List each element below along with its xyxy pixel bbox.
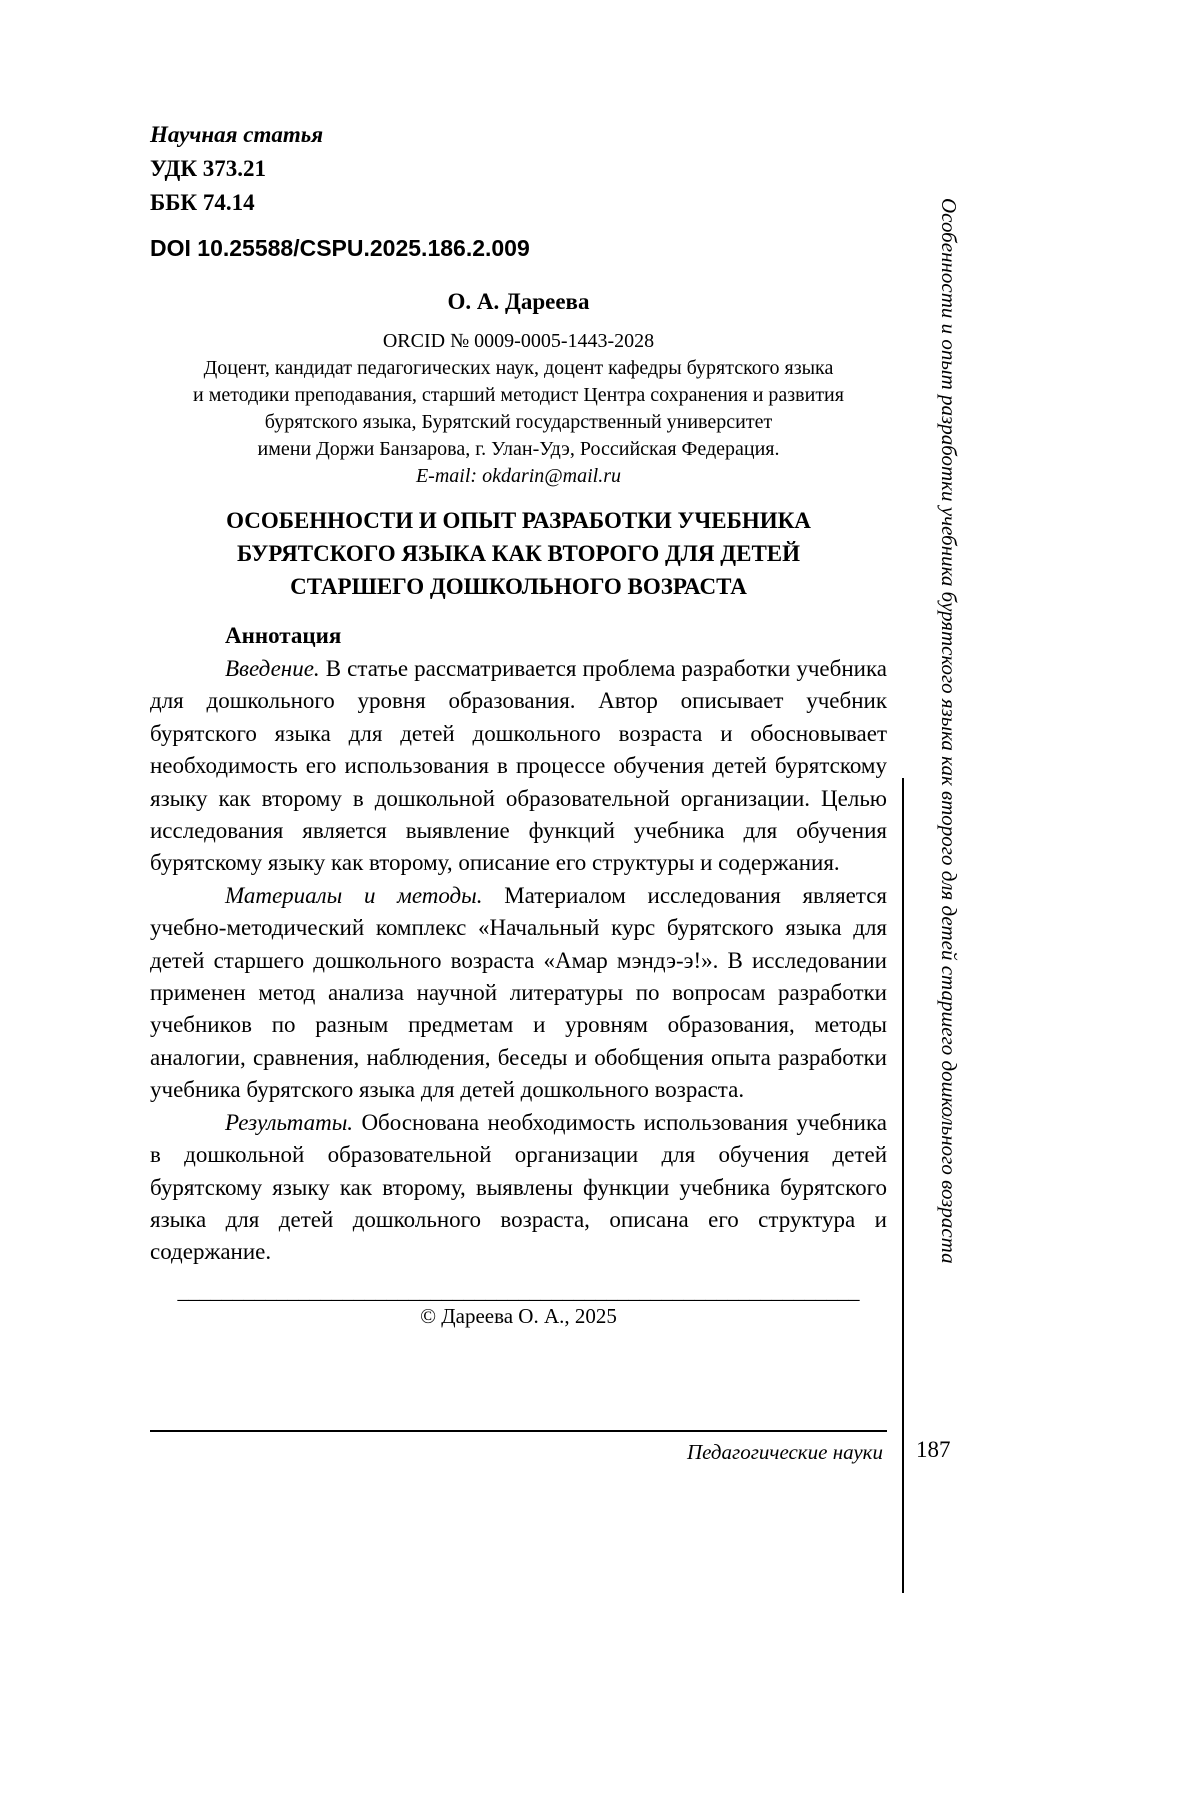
abstract-paragraph-materials — [150, 880, 887, 1107]
copyright-text: © Дареева О. А., 2025 — [420, 1303, 617, 1328]
author-orcid: ORCID № 0009-0005-1443-2028 — [382, 330, 655, 352]
paragraph-text: Материалом исследования является учебно-методический комплекс «Начальный курс бурятского языка для детей старшего дошкольного возраста «Амар мэндэ-э!». В исследовании применен метод анализа научной литературы по вопросам разработки учебников по разным предметам и уровням образования, методы аналогии, сравнения, наблюдения, беседы и обобщения опыта разработки учебника бурятского языка для детей дошкольного возраста. — [150, 882, 888, 1103]
author-affiliation-line: Доцент, кандидат педагогических наук, доцент кафедры бурятского языка — [203, 357, 834, 379]
author-block — [150, 286, 887, 490]
author-affiliation-line: бурятского языка, Бурятский государственный университет — [264, 411, 773, 433]
footer-divider — [150, 1430, 887, 1432]
author-affiliation-line: и методики преподавания, старший методист Центра сохранения и развития — [193, 384, 844, 406]
right-margin-rule — [902, 778, 904, 1593]
main-column — [150, 118, 887, 1331]
paragraph-lead: Результаты. — [225, 1109, 354, 1135]
article-type-label: Научная статья — [150, 122, 324, 147]
author-name: О. А. Дареева — [447, 289, 590, 314]
copyright-block — [150, 1281, 887, 1331]
footer-section-label: Педагогические науки — [686, 1440, 883, 1464]
page-number: 187 — [916, 1437, 951, 1462]
doi-code: DOI 10.25588/CSPU.2025.186.2.009 — [150, 235, 530, 261]
paragraph-lead: Введение. — [225, 656, 320, 681]
udc-code: УДК 373.21 — [150, 156, 267, 181]
article-title-line: СТАРШЕГО ДОШКОЛЬНОГО ВОЗРАСТА — [290, 574, 747, 599]
abstract-heading: Аннотация — [225, 623, 342, 648]
paragraph-text: Обоснована необходимость использования учебника в дошкольной образовательной организации для обучения детей бурятскому языку как второму, выявлены функции учебника бурятского языка для детей дошкольного возраста, описана его структура и содержание. — [150, 1109, 887, 1265]
paragraph-lead: Материалы и методы. — [225, 882, 483, 908]
bbk-code: ББК 74.14 — [150, 190, 255, 215]
article-title-line: ОСОБЕННОСТИ И ОПЫТ РАЗРАБОТКИ УЧЕБНИКА — [226, 508, 811, 533]
author-affiliation-line: имени Доржи Банзарова, г. Улан-Удэ, Российская Федерация. — [257, 438, 780, 460]
article-meta-block — [150, 118, 887, 264]
article-title-line: БУРЯТСКОГО ЯЗЫКА КАК ВТОРОГО ДЛЯ ДЕТЕЙ — [236, 541, 801, 566]
abstract-paragraph-introduction — [150, 653, 887, 880]
author-email: E-mail: okdarin@mail.ru — [415, 465, 622, 487]
copyright-rule: ______________________________________________________________ — [177, 1280, 860, 1301]
article-title — [150, 504, 887, 603]
running-title-vertical: Особенности и опыт разработки учебника бурятского языка как второго для детей старшего дошкольного возраста — [937, 198, 961, 1264]
paragraph-text: В статье рассматривается проблема разработки учебника для дошкольного уровня образования. Автор описывает учебник бурятского языка для детей дошкольного возраста и обосновывает необходимость его использования в процессе обучения детей бурятскому языку как второму в дошкольной образовательной организации. Целью исследования является выявление функций учебника для обучения бурятскому языку как второму, описание его структуры и содержания. — [150, 656, 887, 876]
abstract-paragraph-results — [150, 1107, 887, 1269]
